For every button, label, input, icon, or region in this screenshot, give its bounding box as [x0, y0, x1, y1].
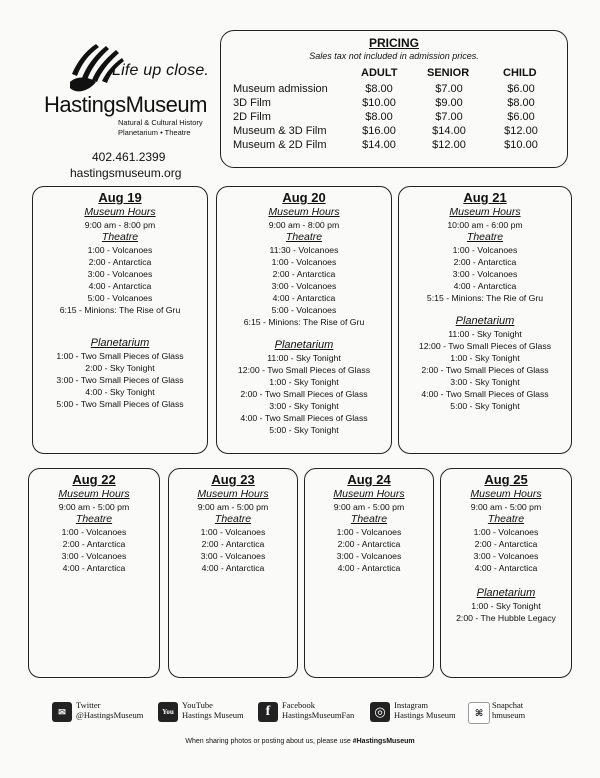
social-instagram[interactable]	[370, 700, 456, 720]
social-handle: @HastingsMuseum	[76, 710, 144, 720]
header-child: CHILD	[503, 67, 537, 79]
museum-hours-label: Museum Hours	[470, 488, 542, 500]
showtime: 3:00 - Volcanoes	[452, 269, 518, 279]
social-handle: Hastings Museum	[182, 710, 244, 720]
price-adult: $8.00	[365, 83, 393, 95]
day-date: Aug 23	[211, 472, 255, 487]
showtime: 4:00 - Antarctica	[88, 281, 152, 291]
showtime: 3:00 - Volcanoes	[87, 269, 153, 279]
tagline: Life up close.	[112, 62, 210, 79]
brand-subtitle: Natural & Cultural History	[118, 118, 203, 127]
showtime: 1:00 - Volcanoes	[336, 527, 402, 537]
museum-hours-label: Museum Hours	[197, 488, 269, 500]
showtime: 3:00 - Volcanoes	[473, 551, 539, 561]
price-senior: $12.00	[432, 139, 466, 151]
showtime: 4:00 - Antarctica	[337, 563, 401, 573]
price-row-label: 2D Film	[233, 111, 271, 123]
planetarium-label: Planetarium	[455, 315, 515, 327]
museum-hours-label: Museum Hours	[58, 488, 130, 500]
social-label: Facebook	[282, 700, 316, 710]
showtime: 3:00 - Two Small Pieces of Glass	[56, 375, 184, 385]
price-senior: $7.00	[435, 83, 463, 95]
price-row-label: Museum & 2D Film	[233, 139, 327, 151]
day-card-aug-25	[440, 468, 572, 678]
showtime: 5:15 - Minions: The Rie of Gru	[426, 293, 544, 303]
showtime: 4:00 - Antarctica	[453, 281, 517, 291]
price-child: $8.00	[507, 97, 535, 109]
showtime: 2:00 - Antarctica	[337, 539, 401, 549]
showtime: 3:00 - Volcanoes	[336, 551, 402, 561]
planetarium-label: Planetarium	[476, 587, 536, 599]
price-child: $6.00	[507, 83, 535, 95]
showtime: 3:00 - Sky Tonight	[450, 377, 520, 387]
showtime: 5:00 - Two Small Pieces of Glass	[56, 399, 184, 409]
theatre-label: Theatre	[214, 513, 252, 525]
showtime: 2:00 - Two Small Pieces of Glass	[240, 389, 368, 399]
museum-hours-label: Museum Hours	[84, 206, 156, 218]
museum-hours-label: Museum Hours	[333, 488, 405, 500]
social-handle: hmuseum	[492, 710, 526, 720]
showtime: 2:00 - Antarctica	[453, 257, 517, 267]
showtime: 3:00 - Sky Tonight	[269, 401, 339, 411]
pricing-note: Sales tax not included in admission prices.	[309, 51, 479, 61]
museum-hours: 9:00 am - 8:00 pm	[84, 220, 156, 230]
showtime: 2:00 - Antarctica	[62, 539, 126, 549]
day-card-aug-23	[168, 468, 298, 678]
showtime: 1:00 - Sky Tonight	[269, 377, 339, 387]
showtime: 4:00 - Antarctica	[272, 293, 336, 303]
showtime: 6:15 - Minions: The Rise of Gru	[243, 317, 365, 327]
showtime: 2:00 - Antarctica	[474, 539, 538, 549]
showtime: 3:00 - Volcanoes	[271, 281, 337, 291]
showtime: 2:00 - Sky Tonight	[85, 363, 155, 373]
price-adult: $8.00	[365, 111, 393, 123]
snapchat-icon: ⌘	[468, 702, 490, 724]
footer-text: When sharing photos or posting about us, please use	[185, 738, 353, 745]
website-link[interactable]: hastingsmuseum.org	[70, 166, 182, 180]
museum-hours-label: Museum Hours	[449, 206, 521, 218]
showtime: 5:00 - Volcanoes	[87, 293, 153, 303]
day-card-aug-19	[32, 186, 208, 454]
theatre-label: Theatre	[101, 231, 139, 243]
phone-number: 402.461.2399	[92, 150, 166, 164]
showtime: 12:00 - Two Small Pieces of Glass	[237, 365, 371, 375]
showtime: 3:00 - Volcanoes	[200, 551, 266, 561]
price-senior: $14.00	[432, 125, 466, 137]
showtime: 2:00 - Antarctica	[201, 539, 265, 549]
footer-note	[0, 738, 600, 745]
showtime: 2:00 - Two Small Pieces of Glass	[421, 365, 549, 375]
instagram-icon: ◎	[370, 702, 390, 722]
header-senior: SENIOR	[427, 67, 470, 79]
theatre-label: Theatre	[466, 231, 504, 243]
museum-hours: 9:00 am - 8:00 pm	[268, 220, 340, 230]
showtime: 1:00 - Volcanoes	[200, 527, 266, 537]
social-label: YouTube	[182, 700, 213, 710]
social-label: Twitter	[76, 700, 101, 710]
price-adult: $10.00	[362, 97, 396, 109]
social-handle: Hastings Museum	[394, 710, 456, 720]
price-adult: $16.00	[362, 125, 396, 137]
showtime: 1:00 - Two Small Pieces of Glass	[56, 351, 184, 361]
brand-name: HastingsMuseum	[44, 92, 207, 117]
showtime: 11:00 - Sky Tonight	[448, 329, 522, 339]
showtime: 5:00 - Sky Tonight	[269, 425, 339, 435]
footer-hashtag: #HastingsMuseum	[352, 738, 415, 745]
pricing-title: PRICING	[368, 36, 419, 50]
price-row-label: 3D Film	[233, 97, 271, 109]
showtime: 1:00 - Volcanoes	[271, 257, 337, 267]
social-youtube[interactable]	[158, 700, 244, 720]
day-date: Aug 20	[282, 190, 326, 205]
museum-hours: 9:00 am - 5:00 pm	[470, 502, 542, 512]
museum-hours: 9:00 am - 5:00 pm	[333, 502, 405, 512]
showtime: 6:15 - Minions: The Rise of Gru	[59, 305, 181, 315]
museum-hours: 10:00 am - 6:00 pm	[447, 220, 523, 230]
day-card-aug-22	[28, 468, 160, 678]
price-child: $6.00	[507, 111, 535, 123]
price-adult: $14.00	[362, 139, 396, 151]
day-date: Aug 21	[463, 190, 507, 205]
showtime: 4:00 - Sky Tonight	[85, 387, 155, 397]
price-row-label: Museum & 3D Film	[233, 125, 327, 137]
price-senior: $7.00	[435, 111, 463, 123]
social-snapchat[interactable]	[468, 700, 525, 720]
planetarium-label: Planetarium	[90, 337, 150, 349]
price-child: $10.00	[504, 139, 538, 151]
pricing-box	[220, 30, 568, 168]
social-handle: HastingsMuseumFan	[282, 710, 355, 720]
museum-hours-label: Museum Hours	[268, 206, 340, 218]
showtime: 1:00 - Volcanoes	[452, 245, 518, 255]
social-facebook[interactable]	[258, 700, 354, 720]
showtime: 2:00 - Antarctica	[272, 269, 336, 279]
day-date: Aug 19	[98, 190, 142, 205]
theatre-label: Theatre	[285, 231, 323, 243]
theatre-label: Theatre	[75, 513, 113, 525]
day-card-aug-20	[216, 186, 392, 454]
showtime: 5:00 - Sky Tonight	[450, 401, 520, 411]
social-label: Snapchat	[492, 700, 524, 710]
facebook-icon: f	[258, 702, 278, 722]
price-child: $12.00	[504, 125, 538, 137]
price-senior: $9.00	[435, 97, 463, 109]
day-date: Aug 25	[484, 472, 528, 487]
price-row-label: Museum admission	[233, 83, 328, 95]
theatre-label: Theatre	[350, 513, 388, 525]
showtime: 5:00 - Volcanoes	[271, 305, 337, 315]
showtime: 2:00 - The Hubble Legacy	[456, 613, 556, 623]
showtime: 1:00 - Volcanoes	[87, 245, 153, 255]
planetarium-label: Planetarium	[274, 339, 334, 351]
showtime: 4:00 - Two Small Pieces of Glass	[421, 389, 549, 399]
museum-hours: 9:00 am - 5:00 pm	[197, 502, 269, 512]
social-twitter[interactable]	[52, 700, 143, 720]
showtime: 3:00 - Volcanoes	[61, 551, 127, 561]
showtime: 1:00 - Sky Tonight	[450, 353, 520, 363]
showtime: 1:00 - Sky Tonight	[471, 601, 541, 611]
header-adult: ADULT	[361, 67, 398, 79]
showtime: 4:00 - Two Small Pieces of Glass	[240, 413, 368, 423]
showtime: 1:00 - Volcanoes	[473, 527, 539, 537]
showtime: 1:00 - Volcanoes	[61, 527, 127, 537]
showtime: 4:00 - Antarctica	[474, 563, 538, 573]
showtime: 11:30 - Volcanoes	[269, 245, 339, 255]
twitter-icon: ✉	[52, 702, 72, 722]
showtime: 4:00 - Antarctica	[62, 563, 126, 573]
theatre-label: Theatre	[487, 513, 525, 525]
day-date: Aug 22	[72, 472, 116, 487]
day-card-aug-24	[304, 468, 434, 678]
day-card-aug-21	[398, 186, 572, 454]
brand-subtitle-2: Planetarium • Theatre	[118, 128, 191, 137]
youtube-icon: You	[158, 702, 178, 722]
day-date: Aug 24	[347, 472, 391, 487]
museum-hours: 9:00 am - 5:00 pm	[58, 502, 130, 512]
showtime: 11:00 - Sky Tonight	[267, 353, 341, 363]
showtime: 12:00 - Two Small Pieces of Glass	[418, 341, 552, 351]
social-label: Instagram	[394, 700, 428, 710]
showtime: 2:00 - Antarctica	[88, 257, 152, 267]
showtime: 4:00 - Antarctica	[201, 563, 265, 573]
